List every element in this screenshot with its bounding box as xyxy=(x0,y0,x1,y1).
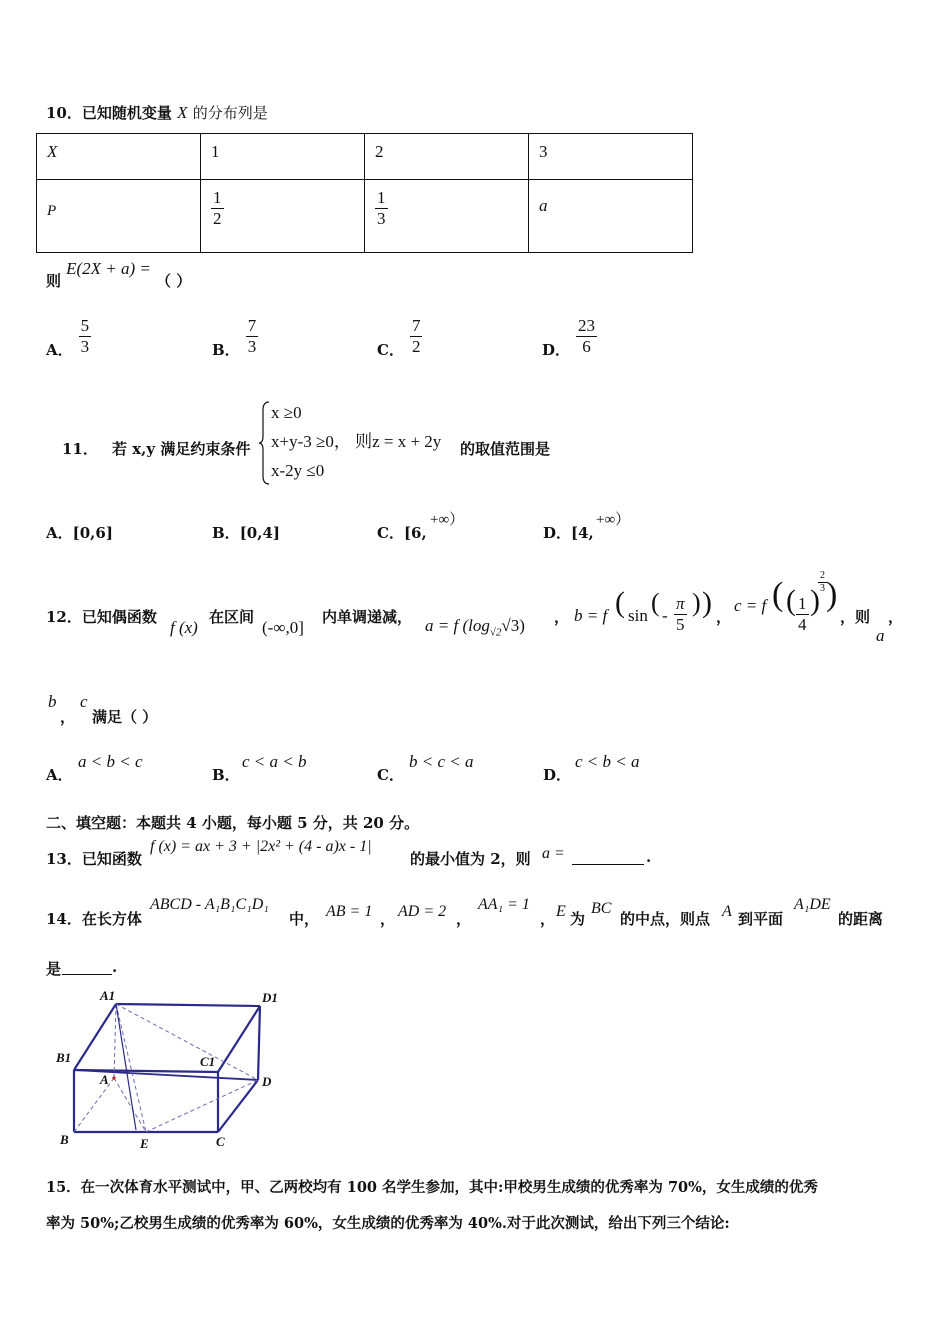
q12-stem-1: 12．已知偶函数 xyxy=(46,608,157,626)
q11-option-c-tail: +∞） xyxy=(430,512,465,528)
b-fraction: $\frac{\pi}{5}$ xyxy=(676,594,685,634)
label-d1: D1 xyxy=(262,990,278,1005)
q11-stem-pre: 若 x,y 满足约束条件 xyxy=(112,440,251,458)
distribution-table xyxy=(36,133,693,253)
fraction-p1: $\frac{1}{2}$ xyxy=(213,188,222,228)
left-brace xyxy=(259,400,271,486)
c-paren-open: ( xyxy=(772,576,784,613)
q14-bc: BC xyxy=(591,900,612,917)
c-inner-paren-close: ) xyxy=(810,584,820,617)
q14-num: 14．在长方体 xyxy=(46,910,142,928)
q14-sep-1: ， xyxy=(380,910,396,928)
q15-line1: 15．在一次体育水平测试中，甲、乙两校均有 100 名学生参加，其中:甲校男生成绩的优秀率为 70%，女生成绩的优秀 xyxy=(46,1179,818,1196)
point-a xyxy=(112,1076,115,1079)
q11-option-d-tail: +∞） xyxy=(596,512,631,528)
q14-point-a: A xyxy=(722,903,732,920)
q11-option-a: A．[0,6] xyxy=(46,524,113,542)
q12-stem-6: 满足（ ） xyxy=(92,708,158,726)
q13-num: 13．已知函数 xyxy=(46,850,142,868)
c-paren-close: ) xyxy=(826,576,838,613)
table-row: X 1 2 3 xyxy=(37,134,693,180)
q12-stem-5: ， xyxy=(888,608,904,626)
b-paren-open: ( xyxy=(615,586,625,619)
q12-stem-4: ，则 xyxy=(840,608,871,626)
cuboid-figure xyxy=(50,984,290,1154)
q13-post: 的最小值为 2，则 xyxy=(410,850,531,868)
q14-ab: AB = 1 xyxy=(326,903,373,920)
q14-t1: 中， xyxy=(289,910,320,928)
q14-answer-blank[interactable] xyxy=(62,974,112,975)
b-minus: - xyxy=(662,606,668,625)
q14-t3: 的中点，则点 xyxy=(620,910,711,928)
q12-b-def: b = f xyxy=(574,606,608,625)
q14-ad: AD = 2 xyxy=(398,903,447,920)
label-d: D xyxy=(262,1074,272,1089)
b-paren-close: ) xyxy=(702,586,712,619)
q10-ask: 则 E(2X + a) = （ ） xyxy=(46,259,192,290)
q14-plane: A₁DE xyxy=(794,896,831,913)
comma-3: ， xyxy=(60,708,76,726)
c-exponent: $\frac{2}{3}$ xyxy=(820,570,825,594)
comma-2: ， xyxy=(716,608,732,626)
label-b: B xyxy=(60,1132,69,1147)
label-a: A xyxy=(100,1072,109,1087)
q11-stem-post: 的取值范围是 xyxy=(460,440,551,458)
label-c: C xyxy=(216,1134,225,1149)
q12-c-def: c = f xyxy=(734,596,767,615)
q14-aa1: AA₁ = 1 xyxy=(478,896,530,913)
option-b: B． $\frac{7}{3}$ xyxy=(212,316,257,359)
q12-option-d-label: D． xyxy=(543,766,572,784)
option-a: A． $\frac{5}{3}$ xyxy=(46,316,90,359)
label-c1: C1 xyxy=(200,1054,216,1069)
q12-option-b: c < a < b xyxy=(242,752,307,771)
q14-sep-2: ， xyxy=(456,910,472,928)
q14-t5: 的距离 xyxy=(838,910,884,928)
label-b1: B1 xyxy=(56,1050,72,1065)
q12-var-c: c xyxy=(80,692,88,711)
constraint-system: x ≥0 x+y-3 ≥0， 则z = x + 2y x-2y ≤0 xyxy=(271,403,442,480)
q12-fx: f (x) xyxy=(170,618,198,637)
q14-sep-3: ， xyxy=(540,910,556,928)
q12-option-b-label: B． xyxy=(212,766,240,784)
q12-interval: (-∞,0] xyxy=(262,618,304,637)
q12-a-def: a = f $(\log_{√2}√3)$ xyxy=(425,616,525,639)
label-a1: A1 xyxy=(100,988,116,1003)
q14-line2: 是 xyxy=(46,960,62,978)
q11-num: 11． xyxy=(62,440,98,458)
c-inner-paren-open: ( xyxy=(786,584,796,617)
q12-option-a-label: A． xyxy=(46,766,73,784)
q14-t4: 到平面 xyxy=(738,910,784,928)
q12-var-a: a xyxy=(876,626,885,645)
q15-line2: 率为 50%;乙校男生成绩的优秀率为 60%，女生成绩的优秀率为 40%.对于此次测试，给出下列三个结论: xyxy=(46,1215,730,1232)
option-c: C． $\frac{7}{2}$ xyxy=(377,316,421,359)
q13-end: . xyxy=(646,848,652,866)
q12-option-c-label: C． xyxy=(377,766,404,784)
q12-stem-3: 内单调递减， xyxy=(322,608,413,626)
c-fraction: $\frac{1}{4}$ xyxy=(798,594,807,634)
q12-option-c: b < c < a xyxy=(409,752,474,771)
q14-end: . xyxy=(112,958,118,976)
b-inner-paren-close: ) xyxy=(692,588,701,617)
q11-option-b: B．[0,4] xyxy=(212,524,280,542)
q12-option-a: a < b < c xyxy=(78,752,143,771)
q14-solid: ABCD - A₁B₁C₁D₁ xyxy=(150,896,269,913)
q12-stem-2: 在区间 xyxy=(209,608,255,626)
fraction-p2: $\frac{1}{3}$ xyxy=(377,188,386,228)
q12-option-d: c < b < a xyxy=(575,752,640,771)
q12-var-b: b xyxy=(48,692,57,711)
q10-stem: 10．已知随机变量 X 的分布列是 xyxy=(46,103,268,122)
table-row: P $\frac{1}{2}$ $\frac{1}{3}$ a xyxy=(37,180,693,253)
b-sin: sin xyxy=(628,606,648,625)
q11-option-c: C．[6, xyxy=(377,524,427,542)
q11-option-d: D．[4, xyxy=(543,524,594,542)
q14-t2: 为 xyxy=(570,910,586,928)
section-heading: 二、填空题：本题共 4 小题，每小题 5 分，共 20 分。 xyxy=(46,814,420,832)
comma-1: ， xyxy=(554,608,570,626)
q13-ans-label: a = xyxy=(542,845,565,862)
q13-expr: f (x) = ax + 3 + |2x² + (4 - a)x - 1| xyxy=(150,838,372,855)
b-inner-paren-open: ( xyxy=(651,588,660,617)
q13-answer-blank[interactable] xyxy=(572,864,644,865)
q14-e: E xyxy=(556,903,566,920)
label-e: E xyxy=(140,1136,149,1151)
option-d: D． $\frac{23}{6}$ xyxy=(542,316,596,359)
